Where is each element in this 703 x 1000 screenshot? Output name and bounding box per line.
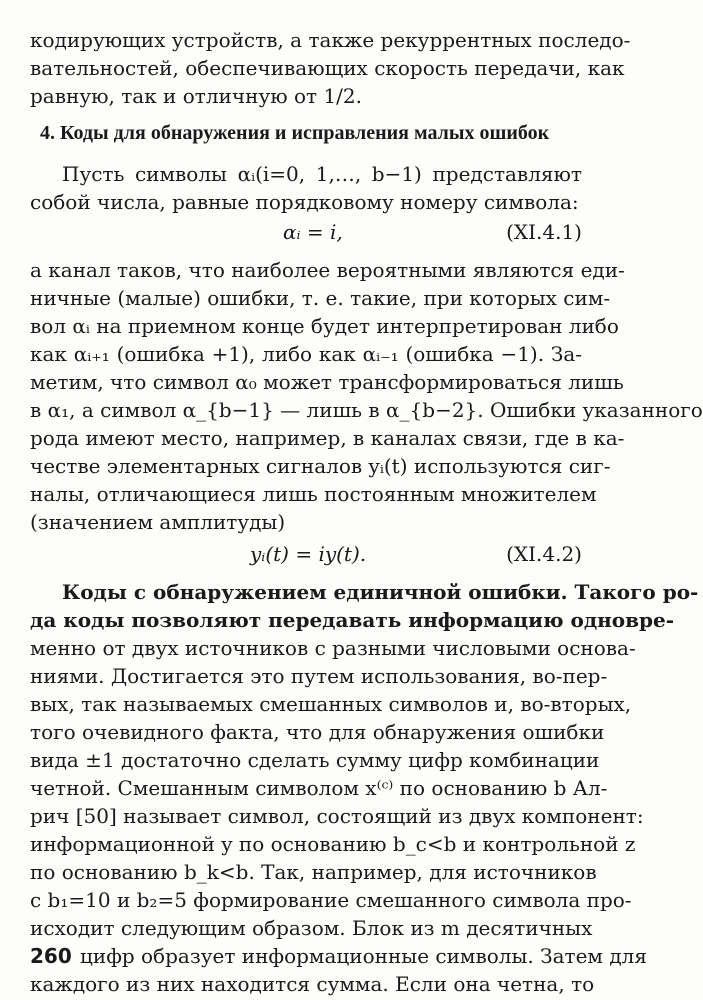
text-line: информационной y по основанию b_c<b и контрольной z [30,832,636,856]
text-line: каждого из них находится сумма. Если она четна, то [30,972,595,996]
text-line: налы, отличающиеся лишь постоянным множителем [30,482,597,506]
text-line: рич [50] называет символ, состоящий из двух компонент: [30,804,644,828]
formula-xi-4-2 [30,540,582,568]
text-line: честве элементарных сигналов yᵢ(t) используются сиг- [30,454,611,478]
text-line: того очевидного факта, что для обнаружения ошибки [30,720,605,744]
section-heading: 4. Коды для обнаружения и исправления малых ошибок [40,122,550,144]
page-number: 260 [30,944,72,968]
text-line: менно от двух источников с разными числовыми основа- [30,636,636,660]
text-line: по основанию b_k<b. Так, например, для источников [30,860,597,884]
text-line: как αᵢ₊₁ (ошибка +1), либо как αᵢ₋₁ (ошибка −1). За- [30,342,582,366]
text-line: с b₁=10 и b₂=5 формирование смешанного символа про- [30,888,632,912]
text-line: да коды позволяют передавать информацию одновре- [30,608,675,632]
text-line: в α₁, а символ α_{b−1} — лишь в α_{b−2}. Ошибки указанного [30,398,703,422]
text-line: вых, так называемых смешанных символов и, во-вторых, [30,692,632,716]
formula-expression: αᵢ = i, [283,220,343,244]
text-line: ничные (малые) ошибки, т. е. такие, при которых сим- [30,286,611,310]
text-line: ниями. Достигается это путем использования, во-пер- [30,664,608,688]
subsection-title: Коды с обнаружением единичной ошибки. [62,580,568,604]
formula-xi-4-1 [30,218,582,246]
text-line: а канал таков, что наиболее вероятными являются еди- [30,258,625,282]
text-line: четной. Смешанным символом x⁽ᶜ⁾ по основанию b Ал- [30,776,608,800]
formula-number: (XI.4.1) [506,220,582,244]
text-line: кодирующих устройств, а также рекуррентных последо- [30,28,631,52]
text-line: исходит следующим образом. Блок из m десятичных [30,916,593,940]
formula-number: (XI.4.2) [506,542,582,566]
subsection-first-line [62,578,699,606]
text-line: вательностей, обеспечивающих скорость передачи, как [30,56,625,80]
formula-expression: yᵢ(t) = iy(t). [250,542,367,566]
text-line: собой числа, равные порядковому номеру символа: [30,190,579,214]
text-line: Пусть символы αᵢ(i=0, 1,…, b−1) представляют [62,162,582,186]
text-line: рода имеют место, например, в каналах связи, где в ка- [30,426,625,450]
text-line: равную, так и отличную от 1/2. [30,84,362,108]
text-line: цифр образует информационные символы. Затем для [80,944,647,968]
text-fragment: Такого ро- [567,580,699,604]
text-line: вида ±1 достаточно сделать сумму цифр комбинации [30,748,600,772]
text-line: вол αᵢ на приемном конце будет интерпретирован либо [30,314,619,338]
text-line: метим, что символ α₀ может трансформироваться лишь [30,370,624,394]
text-line: (значением амплитуды) [30,510,286,534]
